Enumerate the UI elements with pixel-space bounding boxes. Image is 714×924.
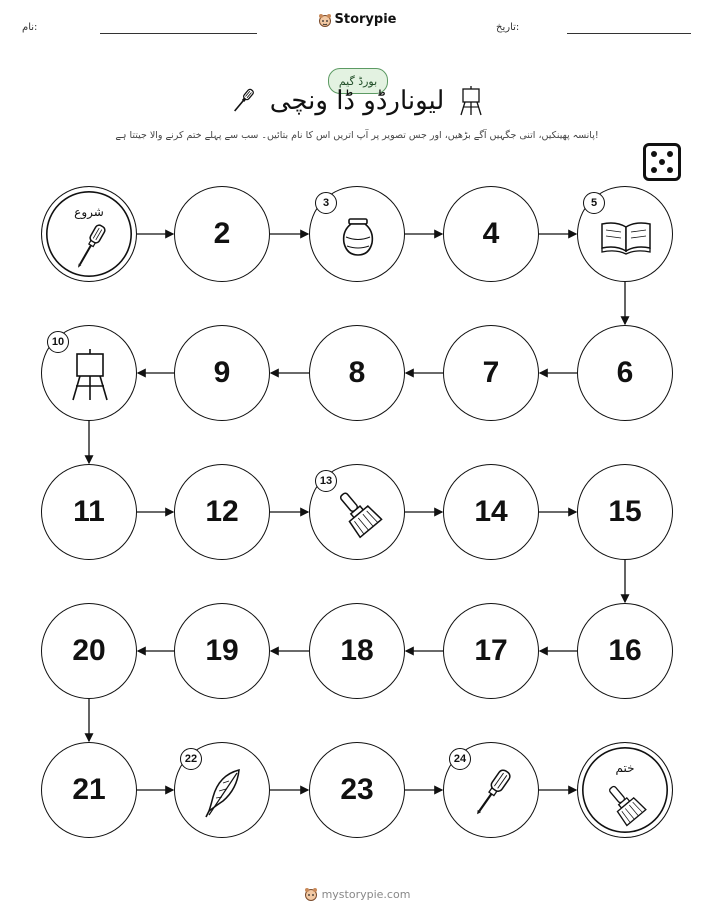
name-label: نام: — [22, 22, 38, 33]
brush-icon — [602, 781, 648, 827]
cell-number-badge: 22 — [180, 748, 202, 770]
board-cell-22[interactable] — [174, 742, 270, 838]
cell-number: 20 — [72, 634, 106, 667]
footer-url[interactable]: mystorypie.com — [321, 887, 411, 901]
board-cell-20[interactable] — [41, 603, 137, 699]
screwdriver-icon — [70, 221, 110, 273]
cell-number: 14 — [474, 495, 508, 528]
board-cell-7[interactable] — [443, 325, 539, 421]
cell-number-badge: 24 — [449, 748, 471, 770]
board-cell-21[interactable] — [41, 742, 137, 838]
cell-number-badge: 3 — [315, 192, 337, 214]
board-cell-3[interactable] — [309, 186, 405, 282]
cell-number: 9 — [213, 356, 231, 389]
easel-icon — [68, 348, 112, 402]
board-cell-10[interactable] — [41, 325, 137, 421]
title-text: لیونارڈو ڈا ونچی — [269, 86, 445, 116]
cell-number: 11 — [73, 495, 105, 528]
start-label: شروع — [74, 205, 104, 219]
board-cell-2[interactable] — [174, 186, 270, 282]
board-cell-8[interactable] — [309, 325, 405, 421]
screwdriver-icon — [468, 765, 516, 821]
cell-number: 17 — [474, 634, 508, 667]
board-cell-9[interactable] — [174, 325, 270, 421]
board-cell-11[interactable] — [41, 464, 137, 560]
board-cell-13[interactable] — [309, 464, 405, 560]
board-game-badge: بورڈ گیم — [328, 68, 388, 94]
start-cell[interactable] — [41, 186, 137, 282]
board-cell-17[interactable] — [443, 603, 539, 699]
cell-number: 8 — [348, 356, 366, 389]
quill-icon — [199, 767, 247, 819]
cell-number: 19 — [205, 634, 239, 667]
cell-number: 12 — [205, 495, 239, 528]
finish-cell[interactable] — [577, 742, 673, 838]
instructions: پانسہ پھینکیں، اتنی جگہیں آگے بڑھیں، اور جس تصویر پر آپ اتریں اس کا نام بتائیں۔ سب سے پہلے ختم کرنے والا جیتتا ہے! — [115, 130, 599, 141]
brush-icon — [332, 487, 384, 539]
cell-number: 18 — [340, 634, 374, 667]
jar-icon — [336, 215, 380, 259]
board-cell-23[interactable] — [309, 742, 405, 838]
cell-number: 6 — [616, 356, 634, 389]
board-cell-4[interactable] — [443, 186, 539, 282]
board-cell-12[interactable] — [174, 464, 270, 560]
board-cell-14[interactable] — [443, 464, 539, 560]
cell-number: 4 — [482, 217, 500, 250]
cell-number-badge: 5 — [583, 192, 605, 214]
cell-number: 2 — [213, 217, 231, 250]
footer — [0, 887, 714, 904]
finish-label: ختم — [615, 761, 635, 775]
date-label: تاریخ: — [496, 22, 520, 33]
board-cell-24[interactable] — [443, 742, 539, 838]
cell-number-badge: 13 — [315, 470, 337, 492]
cell-number: 16 — [608, 634, 642, 667]
cell-number: 23 — [340, 773, 374, 806]
board-cell-16[interactable] — [577, 603, 673, 699]
board-cell-19[interactable] — [174, 603, 270, 699]
cell-number-badge: 10 — [47, 331, 69, 353]
board-cell-15[interactable] — [577, 464, 673, 560]
brand-name: Storypie — [334, 12, 397, 27]
cell-number: 15 — [608, 495, 642, 528]
board-cell-5[interactable] — [577, 186, 673, 282]
board-cell-18[interactable] — [309, 603, 405, 699]
cell-number: 21 — [72, 773, 106, 806]
board-cell-6[interactable] — [577, 325, 673, 421]
cell-number: 7 — [482, 356, 500, 389]
mascot-icon — [304, 887, 318, 901]
book-icon — [598, 217, 654, 257]
